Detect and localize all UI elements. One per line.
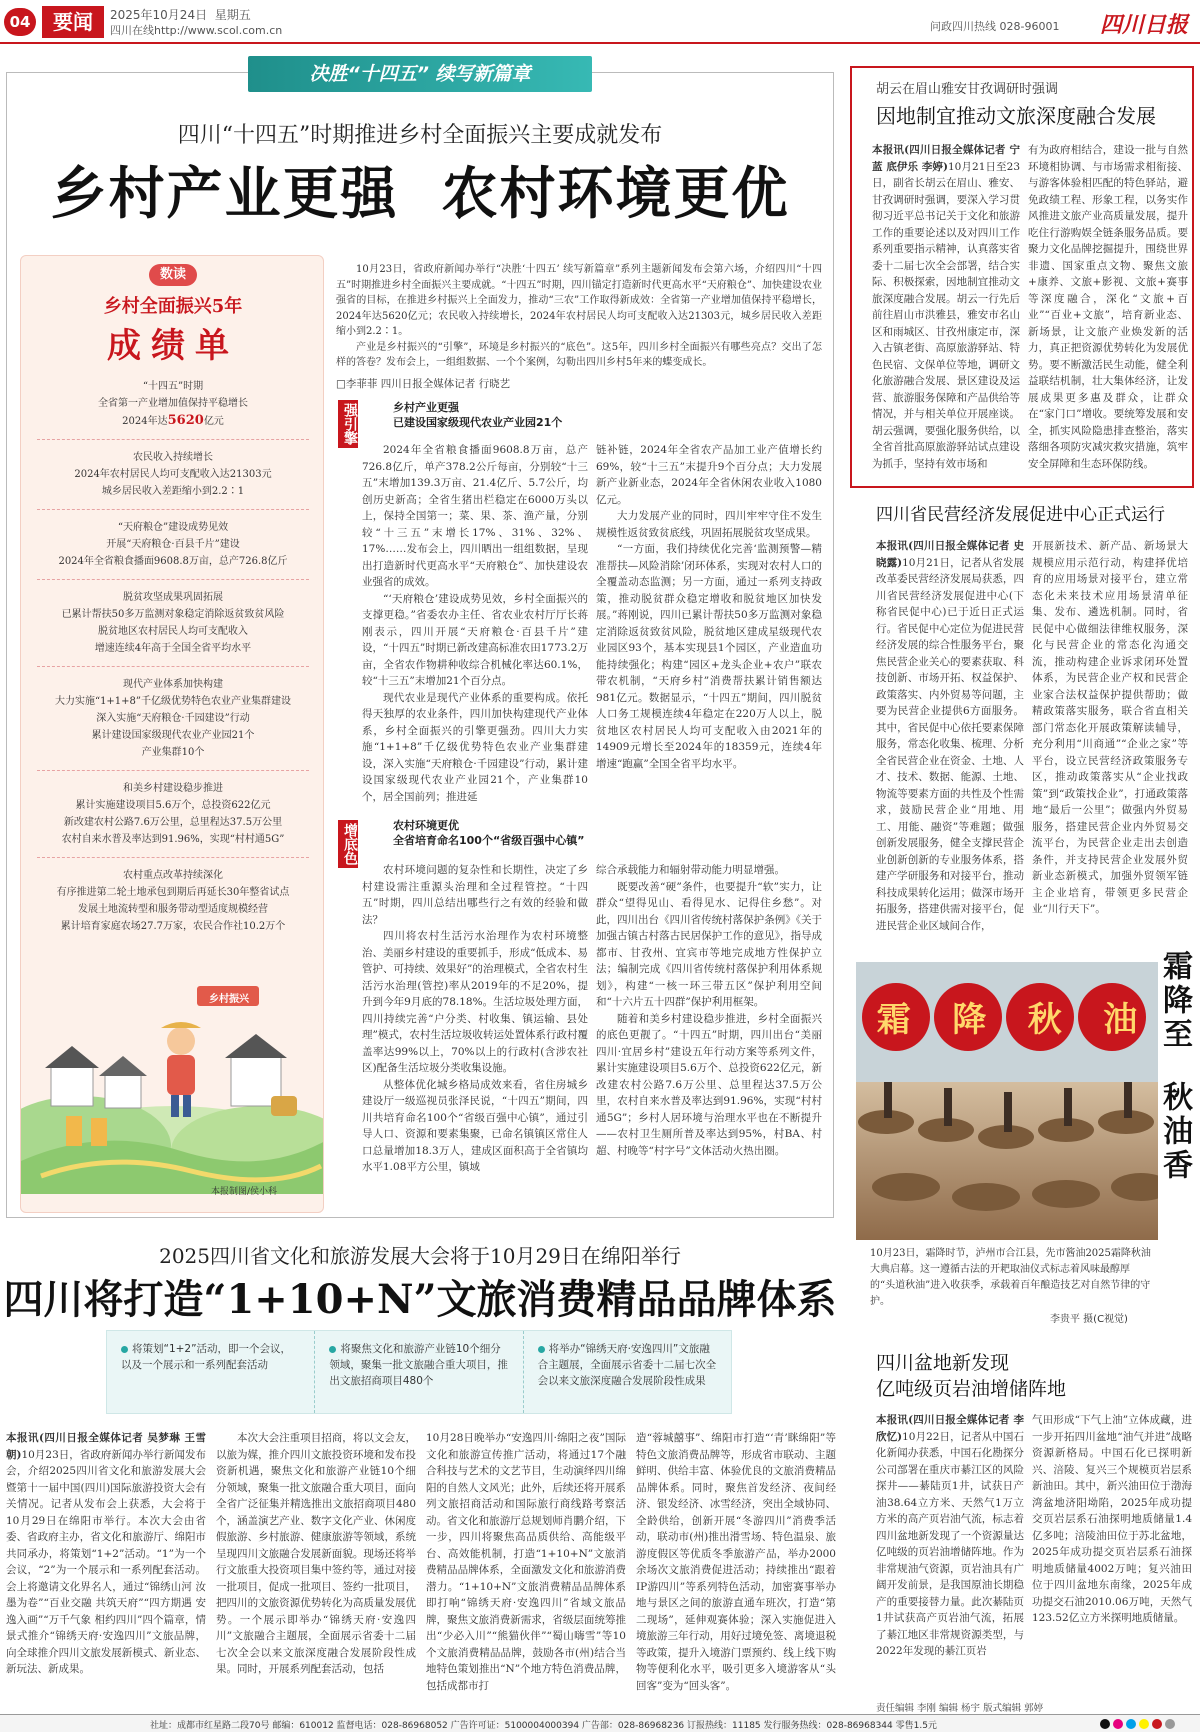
lower-col-3: 10月28日晚举办“安逸四川·绵阳之夜”国际文化和旅游宣传推广活动，将通过17个融合科技与艺术的文艺节目，生动演绎四川绵阳的自然人文风光；此外，后续还将开展系列文旅招商活动和国际旅行商线路考察活动。省文化和旅游厅总规划师肖鹏介绍，下一步，四川将聚焦高品质供给、高能级平台、高效能机制，打造“1+10+N”文旅消费精品品牌体系，全面激发文化和旅游消费潜力。“1+10+N”文旅消费精品品牌体系即打响“锦绣天府·安逸四川”省域文旅品牌，聚焦文旅消费新需求，省级层面统筹推出“少必入川”“熊猫伙伴”“蜀山嗨雪”等10个文旅消费精品品牌，鼓励各市(州)结合当地特色策划推出“N”个地方特色消费品牌，包括成都市打	[426, 1432, 626, 1692]
box-title: 因地制宜推动文旅深度融合发展	[876, 104, 1156, 128]
panel-item-line: 发展土地流转型和服务带动型适度规模经营	[78, 904, 268, 915]
section1-col-a: 2024年全省粮食播面9608.8万亩，总产726.8亿斤，单产378.2公斤每亩，分别较“十三五”末增加139.3万亩、21.4亿斤、5.7公斤，均创历史新高；全省生猪出栏稳定在6000万头以上，保持全国第一；菜、果、茶、渔产量，分别较“十三五”末增长17%、31%、32%、17%……发布会上，四川晒出一组组数据，呈现出打造新时代更高水平“天府粮仓”、加快建设农业强省的成效。 “‘天府粮仓’建设成势见效，乡村全面振兴的支撑更稳。”省委农办主任、省农业农村厅厅长蒋刚表示，四川开展“天府粮仓·百县千片”建设，“十四五”时期已新改建高标准农田1773.2万亩，全省农作物耕种收综合机械化率达60.1%，较“十三五”末增加21个百分点。 现代农业是现代产业体系的重要构成。依托得天独厚的农业条件，四川加快构建现代产业体系，乡村全面振兴的引擎更强劲。四川大力实施“1+1+8”千亿级优势特色农业产业集群建设，深入实施“天府粮仓·千园建设”行动，累计建设国家级现代农业产业园21个，产业集群10个，居全国前列；推进延	[362, 444, 588, 803]
village-illustration	[21, 946, 324, 1194]
panel-item-line: 累计建设国家级现代农业产业园21个	[91, 730, 255, 741]
article-subhead: 四川“十四五”时期推进乡村全面振兴主要成就发布	[177, 123, 663, 148]
private-economy-byline: 本报讯(四川日报全媒体记者 史晓露)	[876, 540, 1024, 569]
editors-line: 责任编辑 李刚 编辑 杨宇 版式编辑 郭婷	[876, 1703, 1044, 1714]
panel-item-line: 新改建农村公路7.6万公里，总里程达37.5万公里	[63, 817, 283, 828]
shale-oil-byline: 本报讯(四川日报全媒体记者 李欣忆)	[876, 1414, 1024, 1443]
panel-item-line: 开展“天府粮仓·百县千片”建设	[106, 539, 240, 550]
newspaper-logo: 四川日报	[1100, 12, 1189, 38]
private-economy-col-a	[876, 538, 1024, 944]
issue-date	[110, 6, 251, 23]
photo-vertical-title: 霜降至 秋油香	[1157, 950, 1192, 1183]
box-byline: 本报讯(四川日报全媒体记者 宁蓝 底伊乐 李婷)	[872, 144, 1020, 173]
photo-sign-char: 降	[952, 1000, 987, 1040]
lower-col-1	[6, 1430, 206, 1702]
date-text: 2025年10月24日	[110, 8, 208, 22]
panel-item-line: 大力实施“1+1+8”千亿级优势特色农业产业集群建设	[54, 696, 292, 707]
panel-divider	[37, 439, 309, 440]
section1-subheading: 已建设国家级现代农业产业园21个	[393, 416, 563, 429]
panel-item-line: 有序推进第二轮土地承包到期后再延长30年整省试点	[56, 887, 290, 898]
section2-heading: 农村环境更优	[393, 819, 459, 832]
panel-items	[21, 378, 324, 935]
photo-caption: 10月23日，霜降时节，泸州市合江县，先市酱油2025霜降秋油大典启幕。这一遵循古法的开耙取油仪式标志着风味最醇厚的“头道秋油”进入收获季，承载着百年酿造技艺对自然节律的守护。	[870, 1248, 1151, 1307]
photo-sign-char: 霜	[876, 1000, 911, 1040]
panel-title: 乡村全面振兴5年	[103, 296, 243, 317]
box-col-b: 有为政府相结合，建设一批与自然环境相协调、与市场需求相衔接、与游客体验相匹配的特色驿站，避免政绩工程、形象工程，以务实作风推进文旅产业高质量发展，提升吃住行游购娱全链条服务品质。要聚力文化品牌挖掘提升，围绕世界非遗、国家重点文物、聚焦文旅+康养、文旅+影视、文旅+赛事等深度融合，深化“文旅+百业”“百业+文旅”，培育新业态、新场景，让文旅产业焕发新的活力，真正把资源优势转化为发展优势。要不断激活民生动能，健全利益联结机制，壮大集体经济，让发展成果更多惠及群众，让群众在“家门口”增收。要统筹发展和安全，抓实风险隐患排查整治，落实落细各项防灾减灾救灾措施，筑牢安全屏障和生态环保防线。	[1028, 144, 1188, 470]
panel-item-stat: 2024年达5620亿元	[122, 413, 224, 428]
panel-item-line: 脱贫地区农村居民人均可支配收入	[98, 626, 248, 637]
lower-body-1: 10月23日，省政府新闻办举行新闻发布会，介绍2025四川省文化和旅游发展大会暨第十一届中国(四川)国际旅游投资大会有关情况。记者从发布会上获悉，大会将于10月29日在绵阳市举行。本次大会由省委、省政府主办，省文化和旅游厅、绵阳市共同承办，将策划“1+2”活动。“1”为一个会议，“2”为一个展示和一系列配套活动。会上将邀请文化界名人，通过“锦绣山河 汝墨为卷”“百业交融 共筑天府”“四方期遇 安逸入画”“万千气象 相约四川”四个篇章，情景式推介“锦绣天府·安逸四川”文旅品牌，向全球推介四川文旅发展新模式、新业态、新玩法、新成果。	[6, 1448, 206, 1675]
illustration-credit: 本报制图/侯小科	[211, 1187, 278, 1197]
section1-title	[393, 400, 562, 430]
highlight-item: 将举办“锦绣天府·安逸四川”文旅融合主题展，全面展示省委十二届七次全会以来文旅深度融合发展阶段性成果	[537, 1343, 717, 1387]
panel-item-line: 累计实施建设项目5.6万个，总投资622亿元	[75, 800, 271, 811]
shale-oil-title-line1: 四川盆地新发现	[876, 1352, 1010, 1374]
box-body-a: 10月21日至23日，副省长胡云在眉山、雅安、甘孜调研时强调，要深入学习贯彻习近平总书记关于文化和旅游工作的重要论述以及对四川工作系列重要指示精神，认真落实省委十二届七次全会部署，结合实际、积极探索，因地制宜推动文旅深度融合发展。胡云一行先后前往眉山市洪雅县，雅安市名山区和雨城区、甘孜州康定市，深入古镇老街、高原旅游驿站、特色民宿、文保单位等地，调研文化旅游融合发展、景区建设及运营、旅游服务保障和产品供给等情况，并与相关单位开展座谈。胡云强调，要强化服务供给，以全省首批高原旅游驿站试点建设为抓手，坚持有效市场和	[872, 160, 1020, 470]
photo-credit: 李贵平 摄(C视觉)	[1050, 1314, 1128, 1325]
panel-item-line: 全省第一产业增加值保持平稳增长	[98, 398, 248, 409]
panel-item-line: 累计培育家庭农场27.7万家，农民合作社10.2万个	[60, 921, 286, 932]
box-col-a	[872, 142, 1020, 482]
article-byline: □李菲菲 四川日报全媒体记者 行晓艺	[336, 378, 511, 390]
section2-col-b: 综合承载能力和辐射带动能力明显增强。 既要改善“硬”条件，也要提升“软”实力，让群众“望得见山、看得见水、记得住乡愁”。对此，四川出台《四川省传统村落保护条例》《关于加强古镇古村落古民居保护工作的意见》，指导成都市、甘孜州、宜宾市等地完成地方性保护立法；编制完成《四川省传统村落保护利用体系规划》，构建“一核一环三带五区”保护利用空间和“十六片五十四群”保护利用框架。 随着和美乡村建设稳步推进，乡村全面振兴的底色更靓了。“十四五”时期，四川出台“美丽四川·宜居乡村”建设五年行动方案等系列文件，累计实施建设项目5.6万个、总投资622亿元，新改建农村公路7.6万公里、总里程达37.5万公里，农村自来水普及率达到91.96%，实现“村村通5G”；乡村人居环境与治理水平也在不断提升——农村卫生厕所普及率达到95%，村BA、村超、村晚等“村字号”文体活动火热出圈。	[596, 864, 822, 1157]
photo-sign-char: 油	[1103, 1000, 1138, 1040]
bullet-icon	[121, 1346, 128, 1353]
panel-item-line: “十四五”时期	[142, 381, 204, 392]
article-intro: 10月23日，省政府新闻办举行“决胜‘十四五’ 续写新篇章”系列主题新闻发布会第六场，介绍四川“十四五”时期推进乡村全面振兴主要成就。“十四五”时期，四川锚定打造新时代更高水平“天府粮仓”、加快建设农业强省的目标，在推进乡村振兴上全面发力，推动“三农”工作取得新成效：全省第一产业增加值保持平稳增长，2024年达5620亿元；农民收入持续增长，2024年农村居民人均可支配收入达21303元，城乡居民收入差距缩小到2.2∶1。 产业是乡村振兴的“引擎”，环境是乡村振兴的“底色”。这5年，四川乡村全面振兴有哪些亮点？交出了怎样的答卷？发布会上，一组组数据、一个个案例，勾勒出四川乡村5年来的蝶变成长。	[336, 264, 822, 368]
panel-item-line: “天府粮仓”建设成势见效	[117, 522, 229, 533]
masthead	[0, 0, 1200, 44]
section2-col-a: 农村环境问题的复杂性和长期性，决定了乡村建设需注重源头治理和全过程管控。“十四五”时期，四川总结出哪些行之有效的经验和做法？ 四川将农村生活污水治理作为农村环境整治、美丽乡村建设的重要抓手，形成“低成本、易管护、可持续、效果好”的治理模式，全省农村生活污水治理(管控)率从2019年的不足20%，提升到今年9月底的78.18%。生活垃圾处理方面，四川持续完善“户分类、村收集、镇运输、县处理”模式，农村生活垃圾收转运处置体系行政村覆盖率达99%以上，70%以上的行政村(含涉农社区)配备生活垃圾分类收集设施。 从整体优化城乡格局成效来看，省住房城乡建设厅一级巡视员张泽民说，“十四五”期间，四川共培育命名100个“省级百强中心镇”，通过引导人口、资源和要素集聚，已命名镇镇区常住人口总量增加18.3万人，建成区面积高于全省镇均水平1.08平方公里，镇域	[362, 864, 588, 1173]
lower-col-2: 本次大会注重项目招商，将以文会友，以旅为媒，推介四川文旅投资环境和发布投资新机遇，聚焦文化和旅游产业链10个细分领域，聚集一批文旅融合重大项目，面向全省广泛征集并精选推出文旅招商项目480个，涵盖演艺产业、数字文化产业、休闲度假旅游、乡村旅游、健康旅游等领域，系统呈现四川文旅融合发展新面貌。现场还将举行文旅重大投资项目集中签约等，通过对接一批项目，促成一批项目、签约一批项目，把四川的文旅资源优势转化为高质量发展优势。一个展示即举办“锦绣天府·安逸四川”文旅融合主题展，全面展示省委十二届七次全会以来文旅深度融合发展阶段性成果。同时，开展系列配套活动，包括	[216, 1432, 416, 1675]
shale-oil-col-b: 气田形成“下气上油”立体成藏，进一步开拓四川盆地“油气并进”战略资源新格局。中国石化已探明新兴、涪陵、复兴三个规模页岩层系新油田。其中，新兴油田位于渤海湾盆地济阳坳陷，2025年成功提交页岩层系石油探明地质储量1.4亿多吨；涪陵油田位于苏北盆地，2025年成功提交页岩层系石油探明地质储量4002万吨；复兴油田位于四川盆地东南缘，2025年成功提交石油2010.06万吨，天然气123.52亿立方米探明地质储量。	[1032, 1414, 1192, 1624]
color-registration-marks	[1100, 1719, 1175, 1729]
lower-byline: 本报讯(四川日报全媒体记者 吴梦琳 王雪朝)	[6, 1432, 206, 1461]
lower-col-4: 造“蓉城囍事”、绵阳市打造“‘青’眯绵阳”等特色文旅消费品牌等，形成省市联动、主题鲜明、供给丰富、体验优良的文旅消费精品品牌体系。同时，聚焦首发经济、夜间经济、银发经济、冰雪经济，突出全域协同、全龄供给，创新开展“冬游四川”消费季活动，联动市(州)推出滑雪场、特色温泉、旅游度假区等优质冬季旅游产品，举办2000余场次文旅消费促进活动；持续推出“跟着IP游四川”等系列特色活动，加密赛事举办地与景区之间的旅游直通车班次，打造“第二现场”，延伸观赛体验；深入实施促进入境旅游三年行动，用好过境免签、离境退税等政策，提升入境游门票预约、线上线下购物等便利化水平，吸引更多入境游客从“头回客”变为“回头客”。	[636, 1432, 836, 1692]
shale-oil-col-a	[876, 1412, 1024, 1702]
section-tag-engine: 强引擎	[338, 400, 358, 448]
section1-heading: 乡村产业更强	[393, 401, 459, 414]
section2-subheading: 全省培育命名100个“省级百强中心镇”	[393, 834, 585, 847]
panel-divider	[37, 579, 309, 580]
panel-item-line: 2024年农村居民人均可支配收入达21303元	[74, 469, 272, 480]
bullet-icon	[538, 1346, 545, 1353]
section-label: 要闻	[42, 6, 104, 38]
panel-item-line: 脱贫攻坚成果巩固拓展	[123, 592, 223, 603]
panel-badge: 数读	[149, 264, 197, 286]
panel-item	[21, 867, 324, 935]
panel-item-line: 产业集群10个	[141, 747, 205, 758]
panel-item-line: 现代产业体系加快构建	[123, 679, 223, 690]
panel-item-line: 农村重点改革持续深化	[123, 870, 223, 881]
photo-sign	[856, 992, 1158, 1041]
masthead-rule	[0, 42, 1200, 44]
panel-item-line: 增速连续4年高于全国全省平均水平	[94, 643, 252, 654]
panel-item	[21, 378, 324, 430]
shale-oil-title	[876, 1350, 1066, 1402]
panel-item-line: 农民收入持续增长	[133, 452, 213, 463]
box-kicker: 胡云在眉山雅安甘孜调研时强调	[876, 82, 1059, 97]
footer-bar	[0, 1714, 1200, 1732]
panel-item	[21, 449, 324, 500]
shale-oil-title-line2: 亿吨级页岩油增储阵地	[876, 1378, 1067, 1400]
private-economy-body-a: 10月21日，记者从省发展改革委民营经济发展局获悉，四川省民营经济发展促进中心(下称省民促中心)已于近日正式运行。省民促中心定位为促进民营经济发展的综合性服务平台，聚焦民营企业关心的要素获取、科技创新、市场开拓、权益保护、政策落实、内外贸易等问题，主要为民营企业提供6方面服务。其中，省民促中心依托要素保障服务，常态化收集、梳理、分析全省民营企业在资金、土地、人才、技术、数据、能源、土地、物流等要素方面的共性及个性需求，鼓励民营企业“用地、用工、用能、融资”等难题；做强创新发展服务，健全支撑民营企业创新创新的专业服务体系，搭建产学研服务和对接平台，推动科技成果转化运用；做深市场开拓服务，搭建供需对接平台，促进民营企业区域间合作，	[876, 556, 1024, 932]
photo-sign-char: 秋	[1027, 1000, 1062, 1040]
section1-col-b: 链补链，2024年全省农产品加工业产值增长约69%，较“十三五”末提升9个百分点；大力发展新产业新业态，2024年全省休闲农业收入1080亿元。 大力发展产业的同时，四川牢牢守住不发生规模性返贫致贫底线，巩固拓展脱贫攻坚成果。 “一方面，我们持续优化完善‘监测预警—精准帮扶—风险消除’闭环体系，实现对农村人口的全覆盖动态监测；另一方面，通过一系列支持政策，推动脱贫群众稳定增收和脱贫地区加快发展。”蒋刚说，四川已累计帮扶50多万监测对象稳定消除返贫致贫风险，脱贫地区建成星级现代农业园区93个，基本实现县1个园区，产业造血功能持续强化；构建“园区+龙头企业+农户”联农带农机制，“天府乡村”消费帮扶累计销售额达981亿元。数据显示，“十四五”期间，四川脱贫人口务工规模连续4年稳定在220万人以上，脱贫地区农村居民人均可支配收入由2021年的14909元增长至2024年的18359元，连续4年增速“跑赢”全国全省平均水平。	[596, 444, 822, 770]
highlight-item: 将策划“1+2”活动，即一个会议，以及一个展示和一系列配套活动	[107, 1331, 315, 1413]
shale-oil-body-a: 10月22日，记者从中国石化新闻办获悉，中国石化勘探分公司部署在重庆市綦江区的风险探井——綦陆页1井，试获日产油38.64立方米、天然气1万立方米的高产页岩油气流，标志着四川盆地新发现了一个资源量达亿吨级的页岩油增储阵地。作为非常规油气资源，页岩油具有广阔开发前景，是我国原油长期稳产的重要接替力量。此次綦陆页1井试获高产页岩油气流，拓展了綦江地区非常规资源类型，与2022年发现的綦江页岩	[876, 1430, 1024, 1657]
data-panel	[20, 255, 324, 1213]
panel-item-line: 深入实施“天府粮仓·千园建设”行动	[96, 713, 250, 724]
page-number: 04	[4, 8, 36, 36]
panel-item	[21, 589, 324, 657]
article-headline: 乡村产业更强 农村环境更优	[50, 161, 790, 227]
highlight-item: 将聚焦文化和旅游产业链10个细分领域，聚集一批文旅融合重大项目，推出文旅招商项目480个	[315, 1331, 523, 1413]
panel-divider	[37, 770, 309, 771]
panel-item-line: 已累计帮扶50多万监测对象稳定消除返贫致贫风险	[61, 609, 285, 620]
panel-divider	[37, 509, 309, 510]
panel-item-line: 城乡居民收入差距缩小到2.2∶1	[101, 486, 245, 497]
panel-divider	[37, 666, 309, 667]
panel-item-line: 2024年全省粮食播面9608.8万亩，总产726.8亿斤	[58, 556, 288, 567]
footer-info: 社址：成都市红星路二段70号 邮编：610012 监督电话：028-86968052 广告许可证：5100004000394 广告部：028-86968236 订报热线：11185 发行服务热线：028-86968344 零售1.5元	[150, 1721, 937, 1731]
culture-tourism-box	[850, 66, 1194, 488]
site-url[interactable]: 四川在线http://www.scol.com.cn	[110, 24, 283, 37]
section2-title	[393, 818, 584, 848]
weekday-text: 星期五	[214, 8, 251, 22]
lower-headline: 四川将打造“1+10+N”文旅消费精品品牌体系	[3, 1276, 837, 1323]
panel-item-line: 农村自来水普及率达到91.96%，实现“村村通5G”	[61, 834, 285, 845]
bullet-icon	[329, 1346, 336, 1353]
private-economy-title: 四川省民营经济发展促进中心正式运行	[876, 505, 1165, 525]
series-banner: 决胜“十四五” 续写新篇章	[248, 56, 592, 92]
panel-big-title: 成绩单	[107, 326, 239, 366]
lower-subhead: 2025四川省文化和旅游发展大会将于10月29日在绵阳举行	[159, 1244, 681, 1268]
panel-item-line: 和美乡村建设稳步推进	[123, 783, 223, 794]
illustration-label: 乡村振兴	[209, 994, 249, 1005]
panel-item	[21, 780, 324, 848]
panel-divider	[37, 857, 309, 858]
hotline: 问政四川热线 028-96001	[930, 20, 1060, 33]
panel-item	[21, 676, 324, 761]
panel-item	[21, 519, 324, 570]
festival-photo	[856, 962, 1158, 1240]
section-tag-base: 增底色	[338, 820, 358, 868]
highlights-box	[106, 1330, 732, 1414]
private-economy-col-b: 开展新技术、新产品、新场景大规模应用示范行动，构建择优培育的应用场景对接平台，建立常态化未来技术应用场景清单征集、发布、遴选机制。同时，省民促中心做细法律维权服务，深化与民营企业的常态化沟通交流，推动构建企业诉求闭环处置体系，为民营企业产权和民营企业家合法权益保护提供帮助；做精政策落实服务，联合省直相关部门常态化开展政策解读辅导，充分利用“川商通”“企业之家”等平台，设立民营经济政策服务专区，推动政策落实从“企业找政策”到“政策找企业”，打通政策落地“最后一公里”；做强内外贸易服务，搭建民营企业内外贸易交流平台，为民营企业走出去创造条件，并支持民营企业发展外贸新业态新模式，加强外贸领军链主企业培育，带领更多民营企业“川行天下”。	[1032, 540, 1188, 915]
